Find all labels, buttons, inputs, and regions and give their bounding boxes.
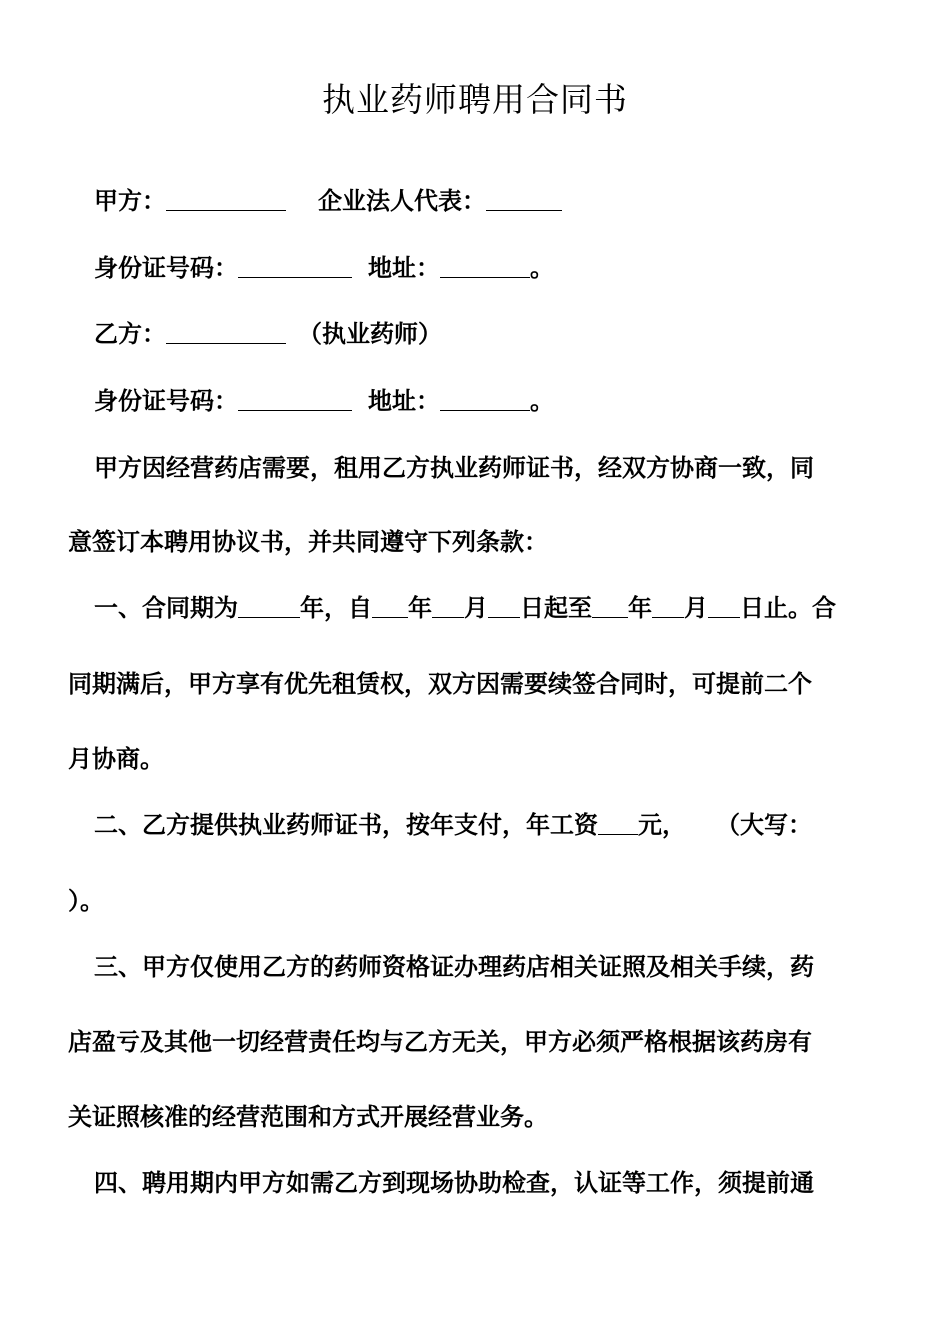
clause-1-text-c: 月 [464, 594, 488, 622]
party-b-addr-blank[interactable] [440, 386, 530, 411]
end-day-blank[interactable] [708, 593, 740, 618]
party-a-line [94, 186, 562, 216]
clause-1-term-label: 一、合同期为 [94, 594, 238, 622]
clause-1-line-2: 同期满后，甲方享有优先租赁权，双方因需要续签合同时，可提前二个 [68, 670, 812, 698]
party-b-id-blank[interactable] [238, 386, 352, 411]
clause-1-text-e: 年 [628, 594, 652, 622]
party-a-addr-blank[interactable] [440, 253, 530, 278]
start-year-blank[interactable] [372, 593, 408, 618]
clause-1-text-g: 日止。合 [740, 594, 836, 622]
party-b-id-label: 身份证号码： [94, 387, 238, 415]
party-a-label: 甲方： [94, 187, 166, 215]
clause-3-line-2: 店盈亏及其他一切经营责任均与乙方无关，甲方必须严格根据该药房有 [68, 1028, 812, 1056]
legal-rep-label: 企业法人代表： [318, 187, 486, 215]
clause-2-text-c: （大写： [716, 811, 812, 839]
clause-3-line-3: 关证照核准的经营范围和方式开展经营业务。 [68, 1103, 548, 1131]
clause-1-text-d: 日起至 [520, 594, 592, 622]
clause-2-line-2: ）。 [68, 887, 104, 915]
party-b-role: （执业药师） [298, 320, 442, 348]
party-b-id-line [94, 386, 554, 416]
party-a-addr-end: 。 [530, 254, 554, 282]
party-b-label: 乙方： [94, 320, 166, 348]
start-month-blank[interactable] [432, 593, 464, 618]
clause-1-text-a: 年，自 [300, 594, 372, 622]
party-a-addr-label: 地址： [368, 254, 440, 282]
party-b-addr-label: 地址： [368, 387, 440, 415]
clause-2-line-1 [94, 810, 812, 840]
term-years-blank[interactable] [238, 593, 300, 618]
party-b-line [94, 319, 442, 349]
clause-1-text-f: 月 [684, 594, 708, 622]
legal-rep-blank[interactable] [486, 186, 562, 211]
party-a-name-blank[interactable] [166, 186, 286, 211]
clause-1-line-3: 月协商。 [68, 745, 164, 773]
party-a-id-blank[interactable] [238, 253, 352, 278]
intro-line-1: 甲方因经营药店需要，租用乙方执业药师证书，经双方协商一致，同 [94, 454, 814, 482]
end-year-blank[interactable] [592, 593, 628, 618]
party-b-addr-end: 。 [530, 387, 554, 415]
clause-1-text-b: 年 [408, 594, 432, 622]
clause-2-text-a: 二、乙方提供执业药师证书，按年支付，年工资 [94, 811, 598, 839]
clause-4-line-1: 四、聘用期内甲方如需乙方到现场协助检查，认证等工作，须提前通 [94, 1169, 814, 1197]
clause-2-text-b: 元， [638, 811, 686, 839]
annual-salary-blank[interactable] [598, 810, 638, 835]
party-a-id-label: 身份证号码： [94, 254, 238, 282]
clause-1-line-1 [94, 593, 836, 623]
clause-3-line-1: 三、甲方仅使用乙方的药师资格证办理药店相关证照及相关手续，药 [94, 953, 814, 981]
start-day-blank[interactable] [488, 593, 520, 618]
party-b-name-blank[interactable] [166, 319, 286, 344]
end-month-blank[interactable] [652, 593, 684, 618]
document-title: 执业药师聘用合同书 [322, 80, 628, 119]
intro-line-2: 意签订本聘用协议书，并共同遵守下列条款： [68, 528, 548, 556]
party-a-id-line [94, 253, 554, 283]
